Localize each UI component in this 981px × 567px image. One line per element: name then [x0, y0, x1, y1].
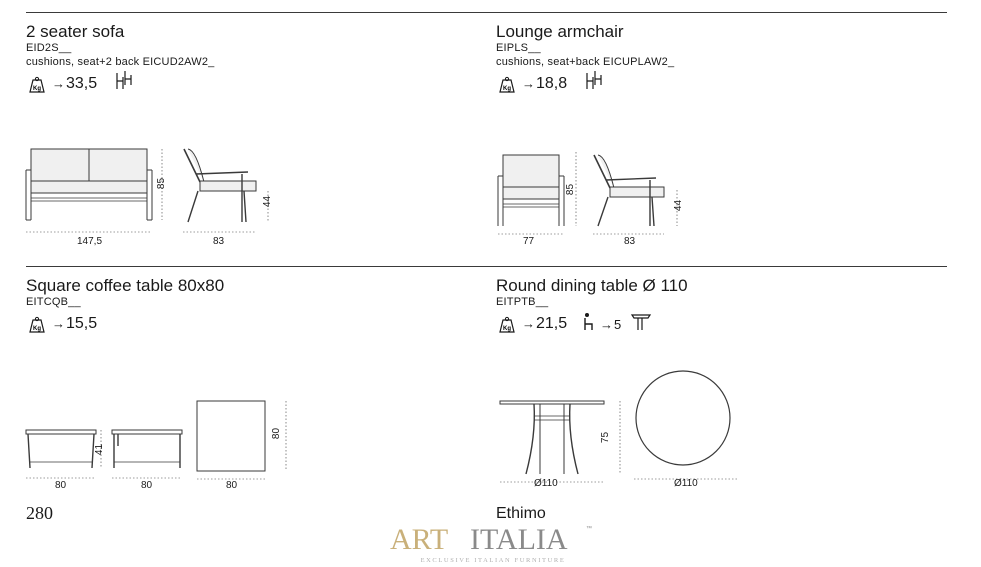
svg-text:ART: ART	[390, 523, 449, 556]
product-code: EITCQB__	[26, 296, 81, 308]
product-armchair	[490, 0, 981, 266]
product-title: Round dining table Ø 110	[496, 276, 688, 295]
arrow: →	[522, 316, 535, 331]
product-coffee-table	[0, 266, 490, 496]
weight-icon	[26, 76, 48, 94]
cushion-code: cushions, seat+2 back EICUD2AW2_	[26, 56, 215, 68]
dim-width: 77	[523, 236, 535, 247]
dim-diameter-front: Ø110	[534, 478, 558, 489]
svg-text:Kg: Kg	[33, 86, 41, 92]
dim-depth: 83	[624, 236, 636, 247]
dim-seat-height: 44	[673, 199, 685, 212]
coffee-table-side-drawing	[110, 426, 190, 486]
artitalia-logo	[388, 518, 598, 566]
dim-height: 41	[94, 443, 106, 456]
weight-row	[26, 314, 226, 336]
svg-text:EXCLUSIVE ITALIAN FURNITURE: EXCLUSIVE ITALIAN FURNITURE	[420, 557, 566, 564]
product-code: EID2S__	[26, 42, 72, 54]
dim-height: 85	[156, 177, 168, 190]
dim-depth: 80	[141, 480, 153, 491]
product-sofa	[0, 0, 490, 266]
svg-text:Kg: Kg	[33, 326, 41, 332]
dim-height: 75	[600, 431, 612, 444]
weight-value: 15,5	[66, 315, 98, 332]
dim-seat-height: 44	[262, 195, 274, 208]
cushion-code: cushions, seat+back EICUPLAW2_	[496, 56, 675, 68]
product-title: Lounge armchair	[496, 22, 624, 41]
seat-icon	[582, 312, 596, 332]
weight-row	[496, 74, 696, 96]
weight-icon	[26, 316, 48, 334]
coffee-table-top-drawing	[194, 396, 294, 486]
sofa-front-drawing	[22, 144, 182, 244]
arrow: →	[600, 317, 613, 332]
svg-text:ITALIA: ITALIA	[470, 523, 568, 556]
weight-value: 21,5	[536, 315, 568, 332]
sofa-side-drawing	[178, 144, 278, 244]
product-dining-table	[490, 266, 981, 496]
arrow: →	[522, 76, 535, 91]
table-icon	[630, 312, 652, 332]
dim-depth: 83	[213, 236, 225, 247]
dim-top-depth: 80	[271, 427, 283, 440]
dim-width: 80	[55, 480, 67, 491]
dining-table-top-drawing	[628, 370, 748, 470]
arrow: →	[52, 76, 65, 91]
product-code: EITPTB__	[496, 296, 549, 308]
product-code: EIPLS__	[496, 42, 541, 54]
dim-diameter-top: Ø110	[674, 478, 698, 489]
coffee-table-front-drawing	[24, 426, 104, 486]
dim-width: 147,5	[77, 236, 103, 247]
stackable-chairs-icon	[584, 71, 606, 91]
svg-text:Kg: Kg	[503, 86, 511, 92]
page-number: 280	[26, 503, 53, 523]
seats-value: 5	[614, 317, 622, 332]
dim-height: 85	[565, 183, 577, 196]
product-title: Square coffee table 80x80	[26, 276, 225, 295]
brand-name: Ethimo	[496, 505, 546, 522]
svg-text:™: ™	[586, 526, 592, 532]
stackable-chairs-icon	[114, 71, 136, 91]
arrow: →	[52, 316, 65, 331]
weight-icon	[496, 316, 518, 334]
weight-row	[26, 74, 226, 96]
weight-value: 33,5	[66, 75, 98, 92]
dim-top-side: 80	[226, 480, 238, 491]
armchair-front-drawing	[494, 150, 594, 250]
weight-icon	[496, 76, 518, 94]
weight-row	[496, 314, 716, 336]
svg-text:Kg: Kg	[503, 326, 511, 332]
product-title: 2 seater sofa	[26, 22, 125, 41]
weight-value: 18,8	[536, 75, 568, 92]
